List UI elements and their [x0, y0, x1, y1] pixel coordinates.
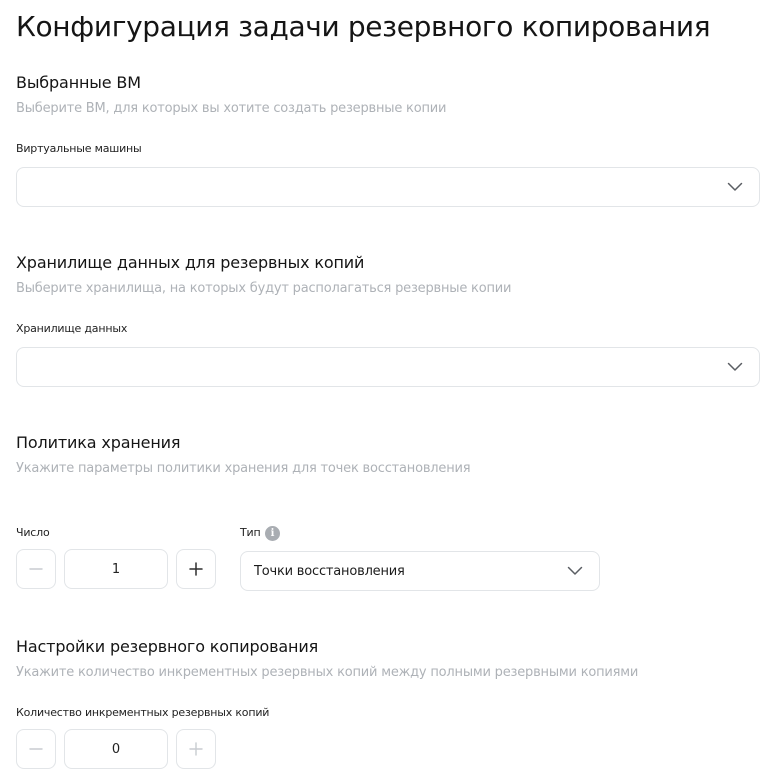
count-field-label: Число: [16, 526, 50, 539]
backup-settings-title: Настройки резервного копирования: [16, 637, 319, 656]
count-increment-button[interactable]: [176, 549, 216, 589]
plus-icon: [189, 742, 203, 756]
plus-icon: [189, 562, 203, 576]
count-decrement-button[interactable]: [16, 549, 56, 589]
incremental-decrement-button[interactable]: [16, 729, 56, 769]
vm-section-title: Выбранные ВМ: [16, 73, 141, 92]
backup-settings-subtitle: Укажите количество инкрементных резервных копий между полными резервными копиями: [16, 665, 639, 680]
chevron-down-icon: [567, 566, 583, 576]
storage-section-subtitle: Выберите хранилища, на которых будут располагаться резервные копии: [16, 281, 512, 296]
vm-field-label: Виртуальные машины: [16, 142, 142, 155]
storage-section-title: Хранилище данных для резервных копий: [16, 253, 365, 272]
retention-section-subtitle: Укажите параметры политики хранения для точек восстановления: [16, 461, 471, 476]
incremental-input[interactable]: 0: [64, 729, 168, 769]
chevron-down-icon: [727, 362, 743, 372]
info-icon[interactable]: i: [265, 526, 280, 541]
type-field-label: Тип: [240, 526, 261, 539]
storage-select[interactable]: [16, 347, 760, 387]
incremental-field-label: Количество инкрементных резервных копий: [16, 706, 270, 719]
storage-field-label: Хранилище данных: [16, 322, 128, 335]
count-input[interactable]: 1: [64, 549, 168, 589]
type-select-value: Точки восстановления: [254, 564, 405, 579]
incremental-increment-button[interactable]: [176, 729, 216, 769]
chevron-down-icon: [727, 182, 743, 192]
vm-select[interactable]: [16, 167, 760, 207]
minus-icon: [29, 562, 43, 576]
retention-section-title: Политика хранения: [16, 433, 181, 452]
page-title: Конфигурация задачи резервного копирования: [16, 10, 711, 43]
minus-icon: [29, 742, 43, 756]
vm-section-subtitle: Выберите ВМ, для которых вы хотите создать резервные копии: [16, 101, 447, 116]
type-select[interactable]: [240, 551, 600, 591]
